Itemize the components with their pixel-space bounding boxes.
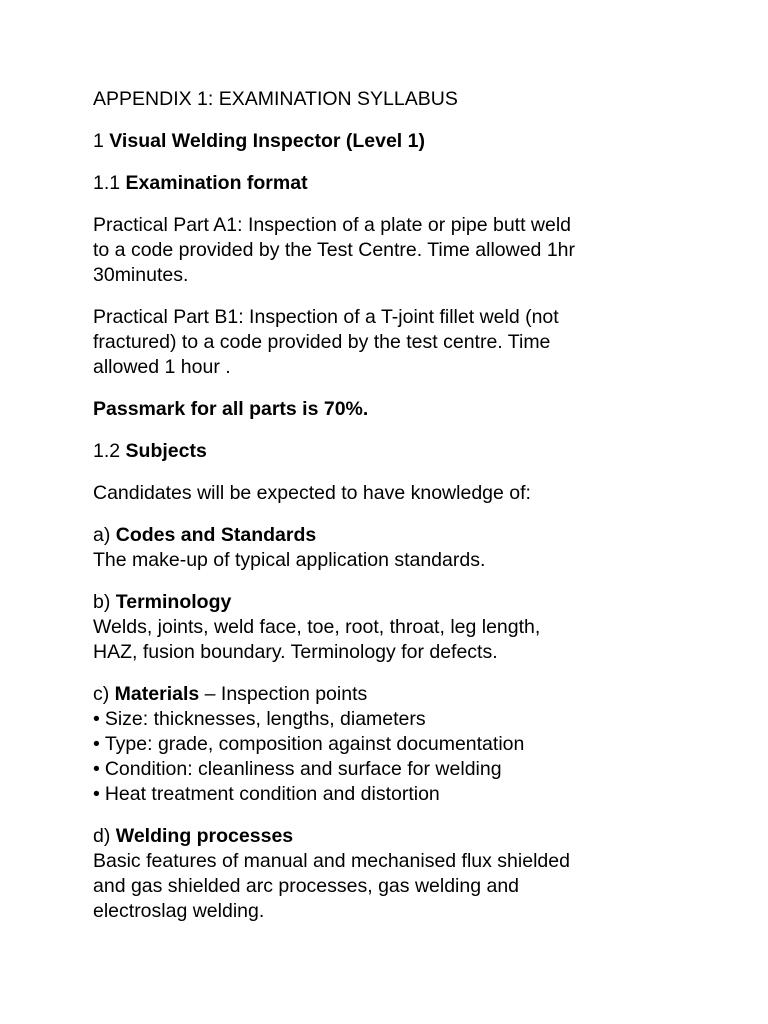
topic-b-heading [93,590,743,615]
passmark-statement: Passmark for all parts is 70%. [93,398,369,420]
list-item [93,757,743,782]
part-b1-line: allowed 1 hour . [93,356,231,378]
section-1-heading [93,129,743,154]
part-b1-paragraph [93,305,743,380]
appendix-title-text: APPENDIX 1: EXAMINATION SYLLABUS [93,88,458,110]
document-page [93,87,743,941]
section-1-2-heading [93,439,743,464]
list-item-text: Heat treatment condition and distortion [104,783,440,805]
topic-a [93,523,743,573]
topic-a-heading [93,523,743,548]
topic-a-title: Codes and Standards [115,524,317,546]
list-item [93,782,743,807]
topic-b-prefix: b) [93,591,111,613]
topic-d-line: and gas shielded arc processes, gas welding and [93,875,520,897]
list-item [93,732,743,757]
bullet-icon: • [93,758,100,780]
topic-d-line: electroslag welding. [93,900,265,922]
part-a1-line: 30minutes. [93,264,189,286]
part-b1-line: fractured) to a code provided by the test centre. Time [93,331,551,353]
appendix-title [93,87,743,112]
list-item-text: Type: grade, composition against documentation [104,733,525,755]
bullet-icon: • [93,783,100,805]
section-1-1-heading [93,171,743,196]
topic-c-prefix: c) [93,683,110,705]
section-1-2-title: Subjects [125,440,207,462]
topic-c-suffix: – Inspection points [204,683,368,705]
topic-d [93,824,743,924]
section-1-number: 1 [93,130,104,152]
section-1-2-number: 1.2 [93,440,121,462]
topic-c-bullet-list [93,707,743,807]
topic-a-prefix: a) [93,524,111,546]
topic-d-title: Welding processes [115,825,294,847]
topic-d-prefix: d) [93,825,111,847]
bullet-icon: • [93,708,100,730]
topic-b [93,590,743,665]
topic-a-line: The make-up of typical application standards. [93,549,486,571]
section-1-1-title: Examination format [125,172,308,194]
part-a1-line: Practical Part A1: Inspection of a plate or pipe butt weld [93,214,572,236]
section-1-title: Visual Welding Inspector (Level 1) [109,130,425,152]
topic-c-heading [93,682,743,707]
topic-d-line: Basic features of manual and mechanised flux shielded [93,850,570,872]
part-a1-paragraph [93,213,743,288]
section-1-1-number: 1.1 [93,172,121,194]
subjects-intro: Candidates will be expected to have knowledge of: [93,482,531,504]
list-item-text: Condition: cleanliness and surface for welding [104,758,502,780]
list-item [93,707,743,732]
topic-d-heading [93,824,743,849]
part-b1-line: Practical Part B1: Inspection of a T-joint fillet weld (not [93,306,559,328]
topic-c-title: Materials [114,683,200,705]
bullet-icon: • [93,733,100,755]
topic-b-title: Terminology [115,591,232,613]
list-item-text: Size: thicknesses, lengths, diameters [104,708,426,730]
topic-b-line: Welds, joints, weld face, toe, root, throat, leg length, [93,616,541,638]
topic-c [93,682,743,807]
part-a1-line: to a code provided by the Test Centre. Time allowed 1hr [93,239,575,261]
topic-b-line: HAZ, fusion boundary. Terminology for defects. [93,641,498,663]
